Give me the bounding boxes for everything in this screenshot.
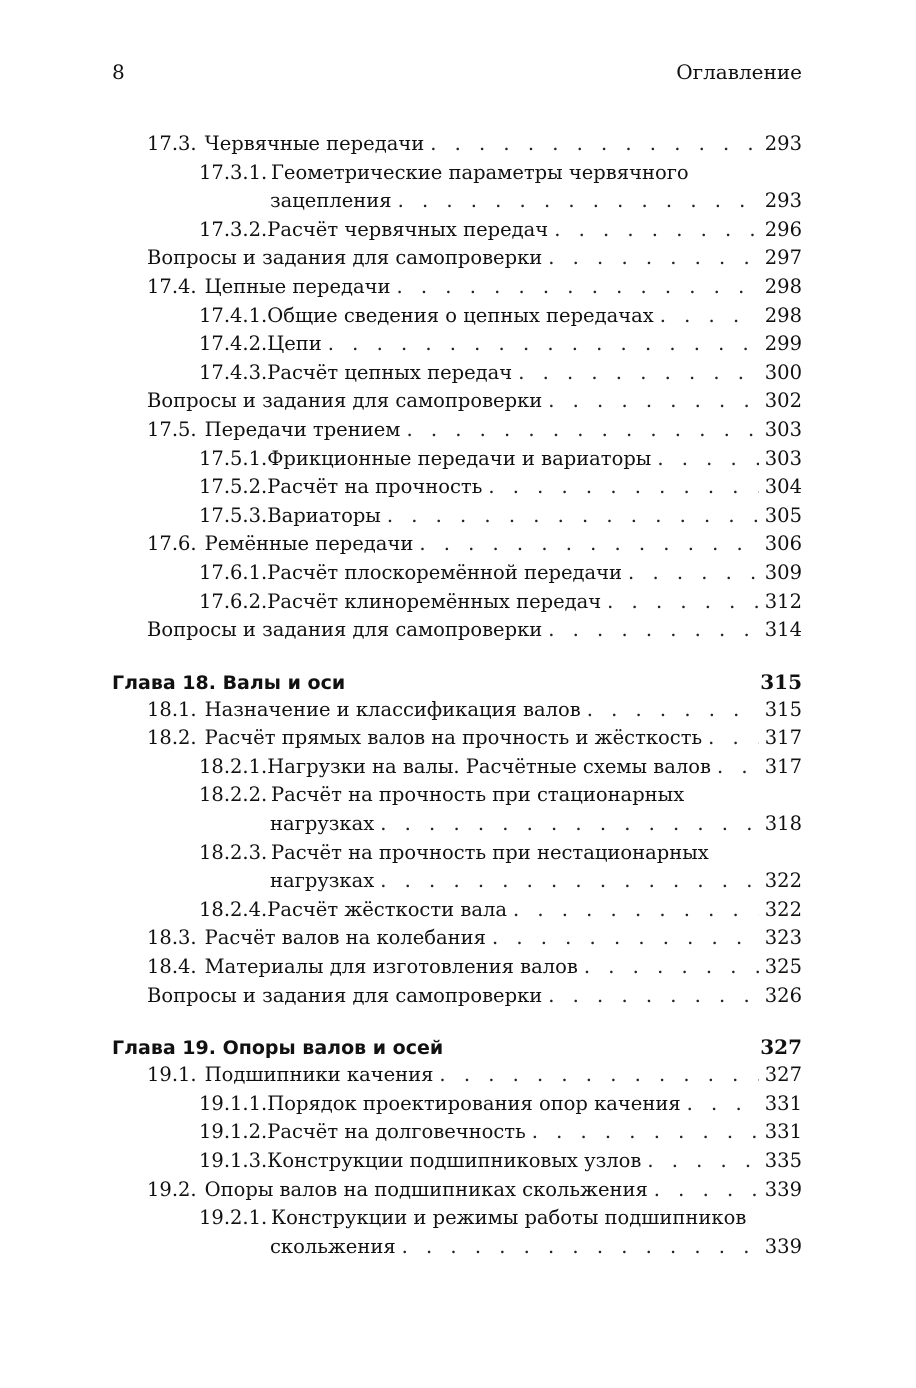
toc-page: 318	[764, 812, 802, 836]
toc-number: 18.3.	[147, 926, 197, 950]
toc-entry[interactable]	[112, 530, 802, 559]
toc-entry-continuation[interactable]	[112, 187, 802, 216]
leader-dots	[548, 244, 759, 273]
toc-entry[interactable]	[112, 359, 802, 388]
chapter-heading-18[interactable]	[112, 668, 802, 696]
leader-dots	[554, 216, 759, 245]
toc-page: 298	[764, 274, 802, 298]
toc-title: Вопросы и задания для самопроверки	[147, 618, 543, 642]
leader-dots	[628, 559, 759, 588]
toc-page: 304	[764, 475, 802, 499]
toc-entry[interactable]	[112, 130, 802, 159]
toc-title-cont: зацепления	[270, 189, 392, 213]
toc-title: Расчёт на прочность при нестационарных	[271, 840, 709, 864]
toc-number: 17.4.2.	[199, 332, 268, 356]
toc-number: 18.2.3.	[199, 840, 268, 864]
leader-dots	[402, 1233, 759, 1262]
toc-entry[interactable]	[112, 924, 802, 953]
toc-number: 17.5.3.	[199, 503, 268, 527]
toc-page: 315	[764, 697, 802, 721]
toc-number: 17.5.	[147, 417, 197, 441]
leader-dots	[548, 982, 759, 1011]
toc-number: 17.6.	[147, 532, 197, 556]
leader-dots	[398, 187, 759, 216]
toc-title: Вариаторы	[267, 503, 381, 527]
leader-dots	[660, 302, 759, 331]
toc-entry[interactable]	[112, 696, 802, 725]
toc-page: 325	[764, 955, 802, 979]
toc-number: 17.4.3.	[199, 360, 268, 384]
toc-title: Передачи трением	[204, 417, 401, 441]
leader-dots	[532, 1118, 759, 1147]
toc-entry[interactable]	[112, 1176, 802, 1205]
toc-title: Фрикционные передачи и вариаторы	[267, 446, 652, 470]
toc-title: Расчёт жёсткости вала	[267, 897, 507, 921]
leader-dots	[687, 1090, 759, 1119]
toc-number: 18.2.2.	[199, 783, 268, 807]
toc-title: Конструкции подшипниковых узлов	[267, 1149, 642, 1172]
toc-entry[interactable]	[112, 616, 802, 645]
toc-title: Назначение и классификация валов	[204, 697, 581, 721]
toc-page: 322	[764, 897, 802, 921]
toc-number: 17.5.2.	[199, 475, 268, 499]
toc-entry[interactable]	[112, 302, 802, 331]
leader-dots	[518, 359, 759, 388]
toc-number: 17.3.1.	[199, 160, 268, 184]
toc-entry[interactable]	[112, 982, 802, 1011]
toc-title: Геометрические параметры червячного	[271, 160, 689, 184]
toc-title: Опоры валов на подшипниках скольжения	[204, 1177, 648, 1201]
toc-title: Вопросы и задания для самопроверки	[147, 389, 543, 413]
leader-dots	[607, 588, 759, 617]
chapter-page: 327	[760, 1035, 802, 1060]
toc-page: 296	[764, 217, 802, 241]
toc-entry[interactable]	[112, 244, 802, 273]
toc-page: 303	[764, 446, 802, 470]
toc-title: Расчёт плоскоремённой передачи	[267, 560, 623, 584]
toc-title: Червячные передачи	[204, 132, 425, 155]
leader-dots	[328, 330, 759, 359]
toc-number: 19.1.	[147, 1063, 197, 1087]
leader-dots	[513, 896, 759, 925]
toc-page: 327	[764, 1063, 802, 1087]
page-number: 8	[112, 60, 125, 84]
toc-page: 306	[764, 532, 802, 556]
leader-dots	[419, 530, 758, 559]
toc-title-cont: нагрузках	[270, 812, 375, 836]
toc-page: 303	[764, 417, 802, 441]
toc-number: 17.6.1.	[199, 560, 268, 584]
leader-dots	[492, 924, 759, 953]
toc-entry[interactable]	[112, 330, 802, 359]
toc-title: Порядок проектирования опор качения	[267, 1091, 681, 1115]
toc-entry[interactable]	[112, 445, 802, 474]
leader-dots	[406, 416, 758, 445]
toc-page: 297	[764, 246, 802, 270]
toc-title: Общие сведения о цепных передачах	[267, 303, 654, 327]
toc-title: Конструкции и режимы работы подшипников	[271, 1206, 747, 1230]
toc-number: 19.2.1.	[199, 1206, 268, 1230]
toc-page: 323	[764, 926, 802, 950]
leader-dots	[717, 753, 759, 782]
leader-dots	[488, 473, 758, 502]
leader-dots	[380, 810, 759, 839]
toc-number: 17.5.1.	[199, 446, 268, 470]
table-of-contents	[112, 130, 802, 1261]
toc-entry[interactable]	[112, 724, 802, 753]
toc-title-cont: нагрузках	[270, 869, 375, 893]
toc-number: 19.2.	[147, 1177, 197, 1201]
toc-title-cont: скольжения	[270, 1234, 396, 1258]
toc-page: 331	[764, 1091, 802, 1115]
leader-dots	[647, 1147, 758, 1176]
toc-number: 18.2.4.	[199, 897, 268, 921]
toc-page: 300	[764, 360, 802, 384]
toc-title: Цепные передачи	[204, 274, 391, 298]
chapter-title: Глава 18. Валы и оси	[112, 671, 346, 694]
toc-number: 18.2.1.	[199, 754, 268, 778]
toc-entry-continuation[interactable]	[112, 810, 802, 839]
toc-entry-continuation[interactable]	[112, 867, 802, 896]
toc-entry[interactable]	[112, 473, 802, 502]
leader-dots	[654, 1176, 759, 1205]
toc-page: 312	[764, 589, 802, 613]
toc-entry[interactable]	[112, 1061, 802, 1090]
toc-entry[interactable]	[112, 781, 802, 810]
toc-page: 302	[764, 389, 802, 413]
toc-entry[interactable]	[112, 159, 802, 188]
toc-entry[interactable]	[112, 416, 802, 445]
leader-dots	[430, 130, 759, 159]
toc-number: 19.1.1.	[199, 1091, 268, 1115]
toc-entry[interactable]	[112, 559, 802, 588]
toc-page: 339	[764, 1177, 802, 1201]
toc-page: 331	[764, 1120, 802, 1144]
toc-page: 293	[764, 132, 802, 155]
toc-page: 293	[764, 189, 802, 213]
toc-page: 339	[764, 1234, 802, 1258]
toc-title: Вопросы и задания для самопроверки	[147, 246, 543, 270]
leader-dots	[439, 1061, 758, 1090]
toc-number: 17.4.1.	[199, 303, 268, 327]
toc-entry[interactable]	[112, 216, 802, 245]
leader-dots	[548, 387, 759, 416]
toc-number: 17.3.2.	[199, 217, 268, 241]
toc-entry[interactable]	[112, 502, 802, 531]
toc-title: Расчёт на прочность при стационарных	[271, 783, 685, 807]
leader-dots	[584, 953, 759, 982]
toc-entry[interactable]	[112, 1147, 802, 1176]
leader-dots	[587, 696, 759, 725]
toc-page: 335	[764, 1149, 802, 1172]
toc-number: 17.6.2.	[199, 589, 268, 613]
running-title: Оглавление	[676, 60, 802, 84]
toc-entry[interactable]	[112, 387, 802, 416]
leader-dots	[397, 273, 759, 302]
leader-dots	[548, 616, 759, 645]
toc-entry[interactable]	[112, 273, 802, 302]
leader-dots	[657, 445, 758, 474]
toc-number: 17.4.	[147, 274, 197, 298]
toc-number: 19.1.2.	[199, 1120, 268, 1144]
toc-entry-continuation[interactable]	[112, 1233, 802, 1262]
toc-number: 18.2.	[147, 726, 197, 750]
toc-title: Расчёт на долговечность	[267, 1120, 526, 1144]
toc-entry[interactable]	[112, 588, 802, 617]
toc-title: Расчёт клиноремённых передач	[267, 589, 602, 613]
toc-entry[interactable]	[112, 1204, 802, 1233]
toc-entry[interactable]	[112, 896, 802, 925]
leader-dots	[387, 502, 759, 531]
chapter-title: Глава 19. Опоры валов и осей	[112, 1037, 444, 1060]
toc-number: 18.4.	[147, 955, 197, 979]
toc-number: 17.3.	[147, 132, 197, 155]
toc-number: 18.1.	[147, 697, 197, 721]
toc-page: 317	[764, 754, 802, 778]
toc-title: Вопросы и задания для самопроверки	[147, 983, 543, 1007]
toc-title: Подшипники качения	[204, 1063, 434, 1087]
toc-entry[interactable]	[112, 839, 802, 868]
leader-dots	[708, 724, 759, 753]
toc-page: 314	[764, 618, 802, 642]
toc-entry[interactable]	[112, 953, 802, 982]
toc-entry[interactable]	[112, 753, 802, 782]
toc-number: 19.1.3.	[199, 1149, 268, 1172]
chapter-page: 315	[760, 669, 802, 694]
toc-title: Расчёт валов на колебания	[204, 926, 486, 950]
toc-page: 305	[764, 503, 802, 527]
leader-dots	[380, 867, 759, 896]
toc-page: 326	[764, 983, 802, 1007]
toc-title: Расчёт прямых валов на прочность и жёсткость	[204, 726, 703, 750]
toc-title: Расчёт червячных передач	[267, 217, 549, 241]
toc-title: Расчёт цепных передач	[267, 360, 513, 384]
toc-page: 322	[764, 869, 802, 893]
toc-page: 317	[764, 726, 802, 750]
toc-title: Материалы для изготовления валов	[204, 955, 578, 979]
toc-title: Расчёт на прочность	[267, 475, 483, 499]
toc-entry[interactable]	[112, 1090, 802, 1119]
toc-title: Нагрузки на валы. Расчётные схемы валов	[267, 754, 711, 778]
toc-page: 299	[764, 332, 802, 356]
toc-page: 298	[764, 303, 802, 327]
toc-title: Ремённые передачи	[204, 532, 414, 556]
toc-entry[interactable]	[112, 1118, 802, 1147]
toc-page: 309	[764, 560, 802, 584]
chapter-heading-19[interactable]	[112, 1033, 802, 1061]
toc-title: Цепи	[267, 332, 322, 356]
